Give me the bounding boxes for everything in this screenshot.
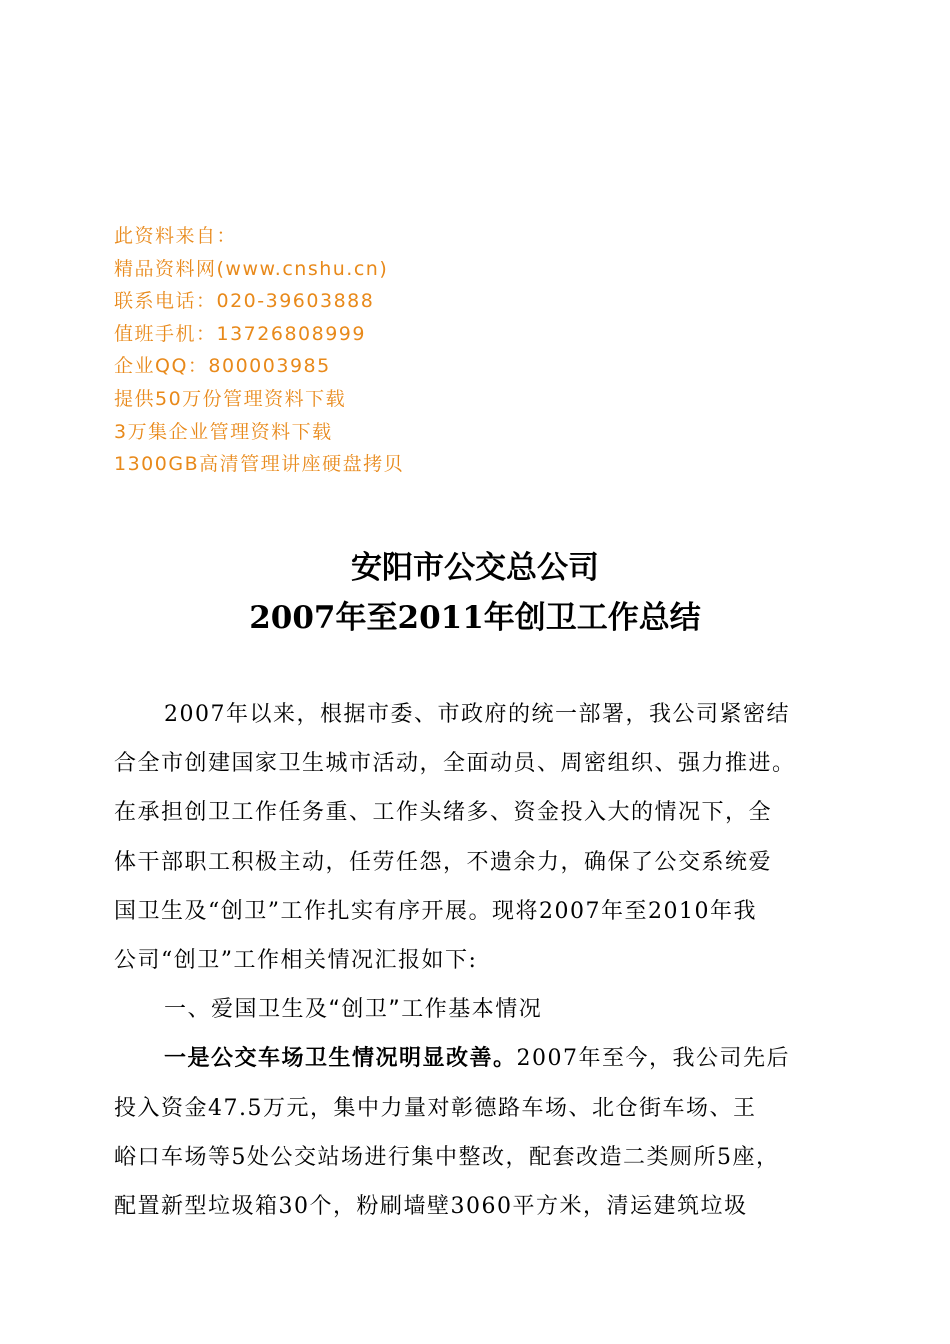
body-line: 峪口车场等5处公交站场进行集中整改，配套改造二类厕所5座，: [114, 1144, 780, 1170]
source-line: 1300GB高清管理讲座硬盘拷贝: [114, 453, 405, 476]
body-line: 配置新型垃圾箱30个，粉刷墙壁3060平方米，清运建筑垃圾: [114, 1193, 748, 1219]
body-line: 2007年以来，根据市委、市政府的统一部署，我公司紧密结: [164, 702, 790, 727]
document-body: [114, 690, 834, 1231]
document-title-org: 安阳市公交总公司: [351, 550, 599, 586]
body-line: 国卫生及“创卫”工作扎实有序开展。现将2007年至2010年我: [114, 898, 757, 924]
source-line: 提供50万份管理资料下载: [114, 387, 347, 410]
source-info-block: [114, 220, 404, 481]
source-line-phone: 联系电话：020-39603888: [114, 290, 375, 313]
document-title-main: 2007年至2011年创卫工作总结: [249, 600, 701, 636]
paragraph-lead: 一是公交车场卫生情况明显改善。: [164, 1046, 517, 1072]
body-line: [114, 1034, 834, 1083]
body-line: 在承担创卫工作任务重、工作头绪多、资金投入大的情况下，全: [114, 800, 773, 826]
section-heading: 一、爱国卫生及“创卫”工作基本情况: [164, 997, 543, 1023]
paragraph-text: 2007年至今，我公司先后: [516, 1046, 791, 1072]
source-line-qq: 企业QQ：800003985: [114, 355, 331, 378]
body-line: 合全市创建国家卫生城市活动，全面动员、周密组织、强力推进。: [114, 751, 796, 777]
body-line: 公司“创卫”工作相关情况汇报如下:: [114, 947, 478, 973]
body-line: 投入资金47.5万元，集中力量对彰德路车场、北仓街车场、王: [114, 1095, 757, 1121]
source-line: 3万集企业管理资料下载: [114, 420, 333, 443]
source-line-mobile: 值班手机：13726808999: [114, 322, 366, 345]
source-line-website: 精品资料网(www.cnshu.cn): [114, 257, 389, 280]
body-line: 体干部职工积极主动，任劳任怨，不遗余力，确保了公交系统爱: [114, 849, 773, 875]
source-line: 此资料来自：: [114, 225, 238, 247]
